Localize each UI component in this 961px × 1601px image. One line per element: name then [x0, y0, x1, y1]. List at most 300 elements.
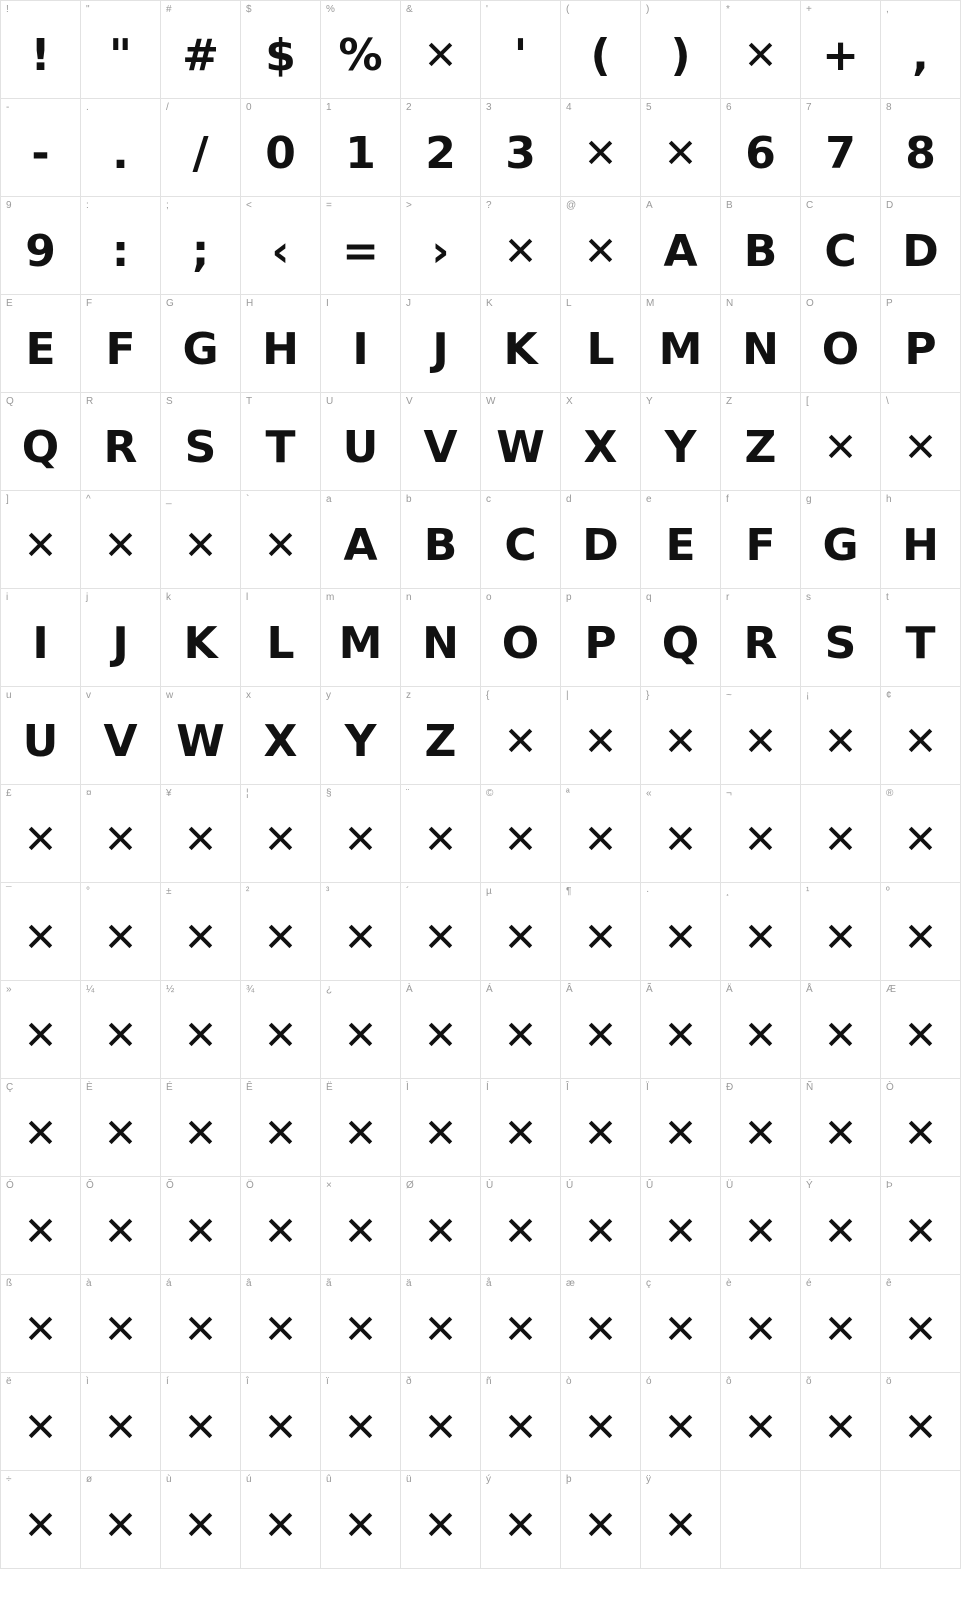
character-cell[interactable]	[881, 1471, 961, 1569]
missing-glyph-icon: ✕	[743, 718, 778, 765]
missing-glyph-icon: ✕	[583, 1306, 618, 1353]
character-code-label: j	[86, 592, 89, 603]
character-cell[interactable]	[1, 197, 81, 295]
missing-glyph-icon: ✕	[183, 1502, 218, 1549]
missing-glyph-icon: ✕	[263, 1404, 298, 1451]
character-cell[interactable]	[321, 1373, 401, 1471]
character-cell[interactable]	[721, 491, 801, 589]
character-cell[interactable]	[241, 491, 321, 589]
character-cell[interactable]	[801, 687, 881, 785]
character-glyph: J	[112, 617, 129, 669]
character-code-label: ·	[646, 886, 650, 897]
character-cell[interactable]	[241, 687, 321, 785]
character-cell[interactable]	[1, 1177, 81, 1275]
character-cell[interactable]	[481, 785, 561, 883]
character-cell[interactable]	[801, 393, 881, 491]
character-glyph: A	[343, 519, 378, 571]
character-glyph	[801, 1471, 880, 1568]
character-code-label: ]	[6, 494, 9, 505]
character-code-label: B	[726, 200, 733, 211]
character-cell[interactable]	[401, 393, 481, 491]
character-code-label: 9	[6, 200, 12, 211]
character-cell[interactable]	[801, 491, 881, 589]
missing-glyph-icon: ✕	[263, 1012, 298, 1059]
character-cell[interactable]	[1, 1, 81, 99]
character-cell[interactable]	[241, 1471, 321, 1569]
character-glyph: U	[22, 715, 59, 767]
character-code-label: s	[806, 592, 811, 603]
character-code-label: Ù	[486, 1180, 494, 1191]
character-cell[interactable]	[321, 393, 401, 491]
character-code-label: ð	[406, 1376, 412, 1387]
character-code-label: H	[246, 298, 254, 309]
character-cell[interactable]	[1, 1373, 81, 1471]
character-cell[interactable]	[81, 1177, 161, 1275]
missing-glyph-icon: ✕	[343, 816, 378, 863]
character-cell[interactable]	[481, 589, 561, 687]
missing-glyph-icon: ✕	[663, 816, 698, 863]
character-code-label: 0	[246, 102, 252, 113]
character-cell[interactable]	[161, 295, 241, 393]
character-cell[interactable]	[401, 295, 481, 393]
character-cell[interactable]	[561, 687, 641, 785]
character-code-label: 7	[806, 102, 812, 113]
character-cell[interactable]	[1, 1079, 81, 1177]
character-cell[interactable]	[641, 1, 721, 99]
character-code-label: (	[566, 4, 570, 15]
character-cell[interactable]	[81, 1471, 161, 1569]
character-glyph: /	[192, 127, 209, 179]
character-cell[interactable]	[241, 99, 321, 197]
character-cell[interactable]	[321, 785, 401, 883]
character-code-label: °	[86, 886, 90, 897]
character-cell[interactable]	[241, 1079, 321, 1177]
character-cell[interactable]	[721, 1177, 801, 1275]
character-cell[interactable]	[641, 1079, 721, 1177]
missing-glyph-icon: ✕	[583, 1012, 618, 1059]
character-cell[interactable]	[1, 1471, 81, 1569]
character-cell[interactable]	[1, 589, 81, 687]
missing-glyph-icon: ✕	[743, 914, 778, 961]
missing-glyph-icon: ✕	[823, 718, 858, 765]
character-cell[interactable]	[321, 981, 401, 1079]
character-cell[interactable]	[241, 981, 321, 1079]
character-cell[interactable]	[641, 197, 721, 295]
character-cell[interactable]	[161, 1471, 241, 1569]
character-code-label: b	[406, 494, 412, 505]
character-cell[interactable]	[161, 99, 241, 197]
character-cell[interactable]	[481, 491, 561, 589]
character-cell[interactable]	[1, 99, 81, 197]
character-cell[interactable]	[321, 1079, 401, 1177]
character-code-label: G	[166, 298, 174, 309]
character-cell[interactable]	[81, 197, 161, 295]
character-cell[interactable]	[801, 785, 881, 883]
character-cell[interactable]	[801, 1, 881, 99]
character-cell[interactable]	[481, 295, 561, 393]
character-cell[interactable]	[641, 785, 721, 883]
character-cell[interactable]	[161, 785, 241, 883]
character-glyph: G	[182, 323, 219, 375]
character-cell[interactable]	[721, 1471, 801, 1569]
character-cell[interactable]	[321, 1177, 401, 1275]
missing-glyph-icon: ✕	[823, 816, 858, 863]
character-cell[interactable]	[641, 393, 721, 491]
character-code-label: ç	[646, 1278, 651, 1289]
character-cell[interactable]	[641, 981, 721, 1079]
character-cell[interactable]	[801, 1275, 881, 1373]
character-code-label: V	[406, 396, 413, 407]
missing-glyph-icon: ✕	[343, 1110, 378, 1157]
character-cell[interactable]	[241, 1, 321, 99]
character-code-label: ó	[646, 1376, 652, 1387]
character-cell[interactable]	[321, 687, 401, 785]
character-cell[interactable]	[321, 491, 401, 589]
missing-glyph-icon: ✕	[263, 1306, 298, 1353]
character-code-label: ÷	[6, 1474, 12, 1485]
character-cell[interactable]	[641, 491, 721, 589]
character-cell[interactable]	[721, 393, 801, 491]
character-cell[interactable]	[721, 1079, 801, 1177]
missing-glyph-icon: ✕	[583, 1110, 618, 1157]
character-code-label: g	[806, 494, 812, 505]
character-cell[interactable]	[801, 1177, 881, 1275]
character-code-label: /	[166, 102, 169, 113]
character-cell[interactable]	[321, 1275, 401, 1373]
character-cell[interactable]	[401, 883, 481, 981]
character-cell[interactable]	[401, 1177, 481, 1275]
character-code-label: w	[166, 690, 174, 701]
character-cell[interactable]	[321, 589, 401, 687]
character-cell[interactable]	[241, 1275, 321, 1373]
character-cell[interactable]	[881, 1373, 961, 1471]
character-cell[interactable]	[321, 1471, 401, 1569]
character-cell[interactable]	[801, 1373, 881, 1471]
missing-glyph-icon: ✕	[903, 1208, 938, 1255]
character-cell[interactable]	[801, 99, 881, 197]
character-cell[interactable]	[561, 981, 641, 1079]
character-cell[interactable]	[401, 491, 481, 589]
character-code-label: =	[326, 200, 332, 211]
missing-glyph-icon: ✕	[743, 32, 778, 79]
missing-glyph-icon: ✕	[583, 1208, 618, 1255]
character-cell[interactable]	[881, 1177, 961, 1275]
character-code-label: \	[886, 396, 889, 407]
character-cell[interactable]	[401, 1, 481, 99]
missing-glyph-icon: ✕	[423, 816, 458, 863]
character-cell[interactable]	[161, 393, 241, 491]
character-cell[interactable]	[561, 197, 641, 295]
character-code-label: Ì	[406, 1082, 409, 1093]
character-cell[interactable]	[721, 785, 801, 883]
character-cell[interactable]	[721, 589, 801, 687]
character-cell[interactable]	[641, 1275, 721, 1373]
character-cell[interactable]	[881, 295, 961, 393]
missing-glyph-icon: ✕	[23, 1306, 58, 1353]
character-cell[interactable]	[561, 1373, 641, 1471]
character-cell[interactable]	[161, 687, 241, 785]
character-glyph: .	[112, 127, 129, 179]
missing-glyph-icon: ✕	[583, 130, 618, 177]
character-code-label: Þ	[886, 1180, 893, 1191]
character-cell[interactable]	[81, 491, 161, 589]
character-glyph: T	[905, 617, 936, 669]
character-glyph: 2	[425, 127, 456, 179]
character-cell[interactable]	[321, 99, 401, 197]
character-cell[interactable]	[241, 1177, 321, 1275]
missing-glyph-icon: ✕	[23, 522, 58, 569]
character-cell[interactable]	[161, 1275, 241, 1373]
character-cell[interactable]	[241, 393, 321, 491]
character-cell[interactable]	[81, 295, 161, 393]
character-cell[interactable]	[481, 1373, 561, 1471]
character-code-label: À	[406, 984, 413, 995]
missing-glyph-icon: ✕	[823, 1012, 858, 1059]
character-cell[interactable]	[1, 687, 81, 785]
character-cell[interactable]	[321, 197, 401, 295]
character-cell[interactable]	[801, 981, 881, 1079]
character-cell[interactable]	[721, 687, 801, 785]
character-cell[interactable]	[881, 883, 961, 981]
character-cell[interactable]	[81, 1, 161, 99]
character-cell[interactable]	[81, 1275, 161, 1373]
character-cell[interactable]	[721, 99, 801, 197]
character-cell[interactable]	[161, 589, 241, 687]
character-cell[interactable]	[241, 785, 321, 883]
character-cell[interactable]	[561, 1, 641, 99]
character-code-label: a	[326, 494, 332, 505]
character-cell[interactable]	[81, 1079, 161, 1177]
character-cell[interactable]	[721, 1, 801, 99]
character-code-label: q	[646, 592, 652, 603]
character-cell[interactable]	[1, 1275, 81, 1373]
character-cell[interactable]	[161, 1079, 241, 1177]
character-cell[interactable]	[241, 589, 321, 687]
character-cell[interactable]	[81, 589, 161, 687]
character-cell[interactable]	[321, 883, 401, 981]
character-cell[interactable]	[561, 1471, 641, 1569]
character-cell[interactable]	[881, 1079, 961, 1177]
character-cell[interactable]	[561, 1079, 641, 1177]
character-cell[interactable]	[481, 981, 561, 1079]
character-cell[interactable]	[161, 197, 241, 295]
character-cell[interactable]	[881, 589, 961, 687]
character-cell[interactable]	[481, 1275, 561, 1373]
missing-glyph-icon: ✕	[583, 228, 618, 275]
character-cell[interactable]	[481, 1471, 561, 1569]
character-cell[interactable]	[401, 197, 481, 295]
character-cell[interactable]	[881, 1275, 961, 1373]
character-cell[interactable]	[1, 785, 81, 883]
character-cell[interactable]	[881, 1, 961, 99]
character-code-label: ñ	[486, 1376, 492, 1387]
character-cell[interactable]	[401, 981, 481, 1079]
character-cell[interactable]	[721, 295, 801, 393]
character-code-label: ì	[86, 1376, 89, 1387]
character-code-label: Â	[566, 984, 573, 995]
character-code-label: Ñ	[806, 1082, 814, 1093]
missing-glyph-icon: ✕	[663, 1012, 698, 1059]
character-cell[interactable]	[881, 197, 961, 295]
character-cell[interactable]	[481, 883, 561, 981]
character-cell[interactable]	[561, 99, 641, 197]
character-code-label: ¼	[86, 984, 95, 995]
character-cell[interactable]	[161, 883, 241, 981]
character-cell[interactable]	[561, 883, 641, 981]
character-cell[interactable]	[801, 883, 881, 981]
character-cell[interactable]	[881, 687, 961, 785]
character-glyph: C	[824, 225, 857, 277]
character-code-label: §	[326, 788, 332, 799]
character-code-label: ;	[166, 200, 169, 211]
character-cell[interactable]	[81, 393, 161, 491]
character-code-label: ¾	[246, 984, 255, 995]
character-cell[interactable]	[401, 99, 481, 197]
character-cell[interactable]	[1, 491, 81, 589]
character-cell[interactable]	[881, 393, 961, 491]
character-cell[interactable]	[81, 981, 161, 1079]
character-cell[interactable]	[81, 687, 161, 785]
character-code-label: P	[886, 298, 893, 309]
character-cell[interactable]	[561, 393, 641, 491]
character-code-label: »	[6, 984, 12, 995]
character-cell[interactable]	[321, 1, 401, 99]
character-cell[interactable]	[641, 1177, 721, 1275]
missing-glyph-icon: ✕	[263, 1110, 298, 1157]
character-cell[interactable]	[481, 1177, 561, 1275]
character-cell[interactable]	[561, 785, 641, 883]
character-glyph: "	[109, 29, 132, 81]
character-cell[interactable]	[561, 295, 641, 393]
character-cell[interactable]	[401, 1275, 481, 1373]
character-cell[interactable]	[881, 981, 961, 1079]
character-code-label: ×	[326, 1180, 332, 1191]
character-cell[interactable]	[401, 687, 481, 785]
missing-glyph-icon: ✕	[663, 1306, 698, 1353]
character-cell[interactable]	[641, 295, 721, 393]
character-cell[interactable]	[881, 491, 961, 589]
character-code-label: }	[646, 690, 650, 701]
character-glyph: U	[342, 421, 379, 473]
character-glyph: $	[265, 29, 296, 81]
character-cell[interactable]	[721, 883, 801, 981]
character-cell[interactable]	[401, 1471, 481, 1569]
missing-glyph-icon: ✕	[183, 1110, 218, 1157]
character-cell[interactable]	[401, 785, 481, 883]
missing-glyph-icon: ✕	[263, 1208, 298, 1255]
character-cell[interactable]	[81, 99, 161, 197]
character-cell[interactable]	[881, 785, 961, 883]
character-cell[interactable]	[161, 491, 241, 589]
character-cell[interactable]	[721, 197, 801, 295]
character-cell[interactable]	[241, 197, 321, 295]
character-cell[interactable]	[801, 295, 881, 393]
character-cell[interactable]	[241, 1373, 321, 1471]
character-cell[interactable]	[481, 1, 561, 99]
character-code-label: ®	[886, 788, 894, 799]
character-cell[interactable]	[641, 589, 721, 687]
character-glyph: N	[422, 617, 459, 669]
character-cell[interactable]	[641, 1471, 721, 1569]
character-cell[interactable]	[81, 785, 161, 883]
character-cell[interactable]	[1, 393, 81, 491]
character-cell[interactable]	[641, 1373, 721, 1471]
character-cell[interactable]	[321, 295, 401, 393]
character-cell[interactable]	[481, 197, 561, 295]
character-cell[interactable]	[561, 589, 641, 687]
character-cell[interactable]	[161, 981, 241, 1079]
character-code-label: ¡	[806, 690, 810, 701]
character-cell[interactable]	[481, 393, 561, 491]
character-glyph: K	[183, 617, 218, 669]
character-cell[interactable]	[721, 1275, 801, 1373]
character-cell[interactable]	[401, 1079, 481, 1177]
character-cell[interactable]	[1, 295, 81, 393]
character-cell[interactable]	[561, 1275, 641, 1373]
character-cell[interactable]	[641, 883, 721, 981]
character-code-label: Ï	[646, 1082, 649, 1093]
character-glyph: R	[103, 421, 138, 473]
character-cell[interactable]	[481, 99, 561, 197]
character-cell[interactable]	[641, 99, 721, 197]
character-cell[interactable]	[161, 1, 241, 99]
character-glyph: ,	[912, 29, 929, 81]
character-glyph: '	[513, 29, 528, 81]
character-cell[interactable]	[1, 981, 81, 1079]
missing-glyph-icon: ✕	[663, 130, 698, 177]
character-code-label: 1	[326, 102, 332, 113]
character-cell[interactable]	[401, 1373, 481, 1471]
character-cell[interactable]	[801, 197, 881, 295]
character-cell[interactable]	[801, 1471, 881, 1569]
character-code-label: å	[486, 1278, 492, 1289]
character-glyph: O	[821, 323, 860, 375]
character-cell[interactable]	[561, 1177, 641, 1275]
character-cell[interactable]	[161, 1373, 241, 1471]
character-cell[interactable]	[481, 1079, 561, 1177]
character-cell[interactable]	[561, 491, 641, 589]
character-code-label: 8	[886, 102, 892, 113]
missing-glyph-icon: ✕	[903, 1012, 938, 1059]
character-cell[interactable]	[401, 589, 481, 687]
character-cell[interactable]	[241, 883, 321, 981]
character-cell[interactable]	[721, 981, 801, 1079]
character-glyph: -	[31, 127, 50, 179]
character-cell[interactable]	[81, 1373, 161, 1471]
missing-glyph-icon: ✕	[343, 1208, 378, 1255]
character-glyph: Z	[424, 715, 457, 767]
missing-glyph-icon: ✕	[183, 1208, 218, 1255]
character-cell[interactable]	[161, 1177, 241, 1275]
character-cell[interactable]	[801, 1079, 881, 1177]
missing-glyph-icon: ✕	[583, 914, 618, 961]
character-code-label: @	[566, 200, 577, 211]
character-cell[interactable]	[241, 295, 321, 393]
character-cell[interactable]	[1, 883, 81, 981]
missing-glyph-icon: ✕	[23, 1110, 58, 1157]
missing-glyph-icon: ✕	[743, 1012, 778, 1059]
character-cell[interactable]	[641, 687, 721, 785]
character-cell[interactable]	[481, 687, 561, 785]
missing-glyph-icon: ✕	[743, 1306, 778, 1353]
missing-glyph-icon: ✕	[903, 718, 938, 765]
missing-glyph-icon: ✕	[423, 32, 458, 79]
character-cell[interactable]	[801, 589, 881, 687]
missing-glyph-icon: ✕	[743, 1110, 778, 1157]
character-cell[interactable]	[721, 1373, 801, 1471]
character-cell[interactable]	[881, 99, 961, 197]
character-cell[interactable]	[81, 883, 161, 981]
